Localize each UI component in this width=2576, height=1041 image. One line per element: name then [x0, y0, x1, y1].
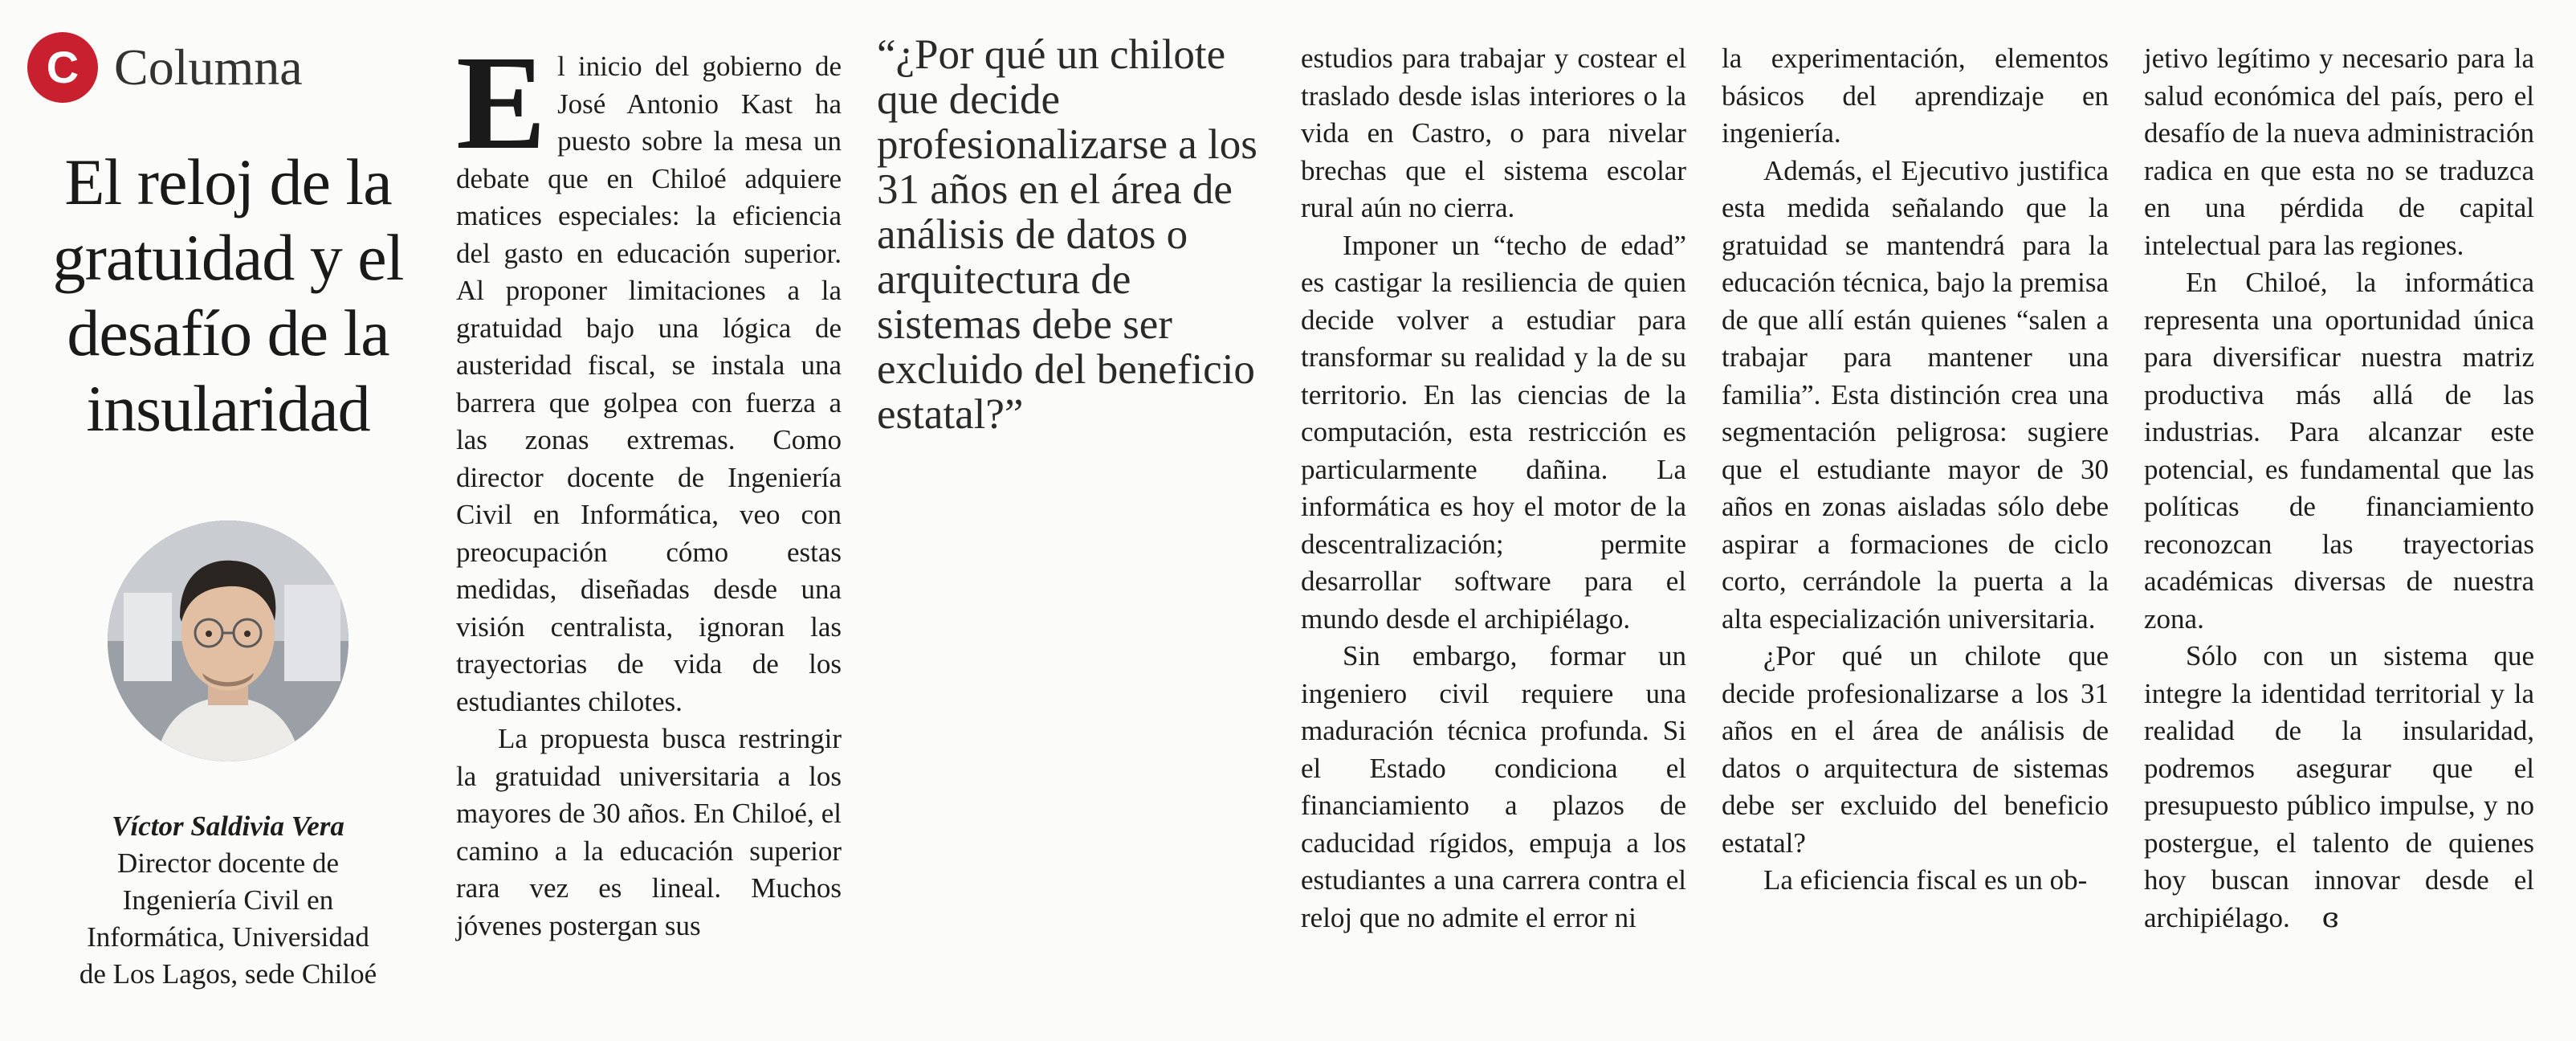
paragraph-text: l inicio del gobierno de José Antonio Kast ha puesto sobre la mesa un debate que en Chiloé adquiere matices especiales: la eficiencia del gasto en educación superior. Al proponer limitaciones a la gratuidad bajo una lógica de austeridad fiscal, se instala una barrera que golpea con fuerza a las zonas extremas. Como director docente de Ingeniería Civil en Informática, veo con preocupación cómo estas medidas, diseñadas desde una visión centralista, ignoran las trayectorias de vida de los estudiantes chilotes.	[456, 51, 842, 717]
body-column-1	[456, 28, 842, 945]
paragraph: Además, el Ejecutivo justifica esta medida señalando que la gratuidad se mantendrá para la educación técnica, bajo la premisa de que allí están quienes “salen a trabajar para mantener una familia”. Esta distinción crea una segmentación peligrosa: sugiere que el estudiante mayor de 30 años en zonas aisladas sólo debe aspirar a formaciones de ciclo corto, cerrándole la puerta a la alta especialización universitaria.	[1722, 154, 2109, 635]
paragraph: ¿Por qué un chilote que decide profesionalizarse a los 31 años en el área de análisis de datos o arquitectura de sistemas debe ser excluido del beneficio estatal?	[1722, 640, 2109, 859]
author-role-line: Director docente de	[117, 847, 339, 879]
body-column-3	[1722, 40, 2109, 900]
headline: El reloj de la gratuidad y el desafío de la insularidad	[52, 145, 404, 445]
author-photo	[108, 520, 348, 761]
paragraph: la experimentación, elementos básicos del aprendizaje en ingeniería.	[1722, 43, 2109, 149]
author-role-line: Informática, Universidad	[87, 921, 369, 953]
author-portrait-image	[108, 520, 348, 761]
paragraph: La propuesta busca restringir la gratuidad universitaria a los mayores de 30 años. En Chiloé, el camino a la educación superior rara vez es lineal. Muchos jóvenes postergan sus	[456, 723, 842, 941]
pull-quote: “¿Por qué un chilote que decide profesionalizarse a los 31 años en el área de análisis de datos o arquitectura de sistemas debe ser excluido del beneficio estatal?”	[877, 31, 1257, 438]
paragraph	[2144, 638, 2534, 937]
author-name: Víctor Saldivia Vera	[112, 810, 344, 842]
article-sidebar	[27, 29, 429, 993]
author-role-line: Ingeniería Civil en	[122, 884, 334, 916]
paragraph: estudios para trabajar y costear el traslado desde islas interiores o la vida en Castro, o para nivelar brechas que el sistema escolar rural aún no cierra.	[1301, 43, 1686, 223]
paragraph-text: Sólo con un sistema que integre la identidad territorial y la realidad de la insularidad, podremos asegurar que el presupuesto público impulse, y no postergue, el talento de quienes hoy buscan innovar desde el archipiélago.	[2144, 640, 2534, 933]
paragraph: Imponer un “techo de edad” es castigar la resiliencia de quien decide volver a estudiar para transformar su realidad y la de su territorio. En las ciencias de la computación, esta restricción es particularmente dañina. La informática es hoy el motor de la descentralización; permite desarrollar software para el mundo desde el archipiélago.	[1301, 229, 1686, 635]
paragraph: jetivo legítimo y necesario para la salud económica del país, pero el desafío de la nueva administración radica en que esta no se traduzca en una pérdida de capital intelectual para las regiones.	[2144, 43, 2534, 261]
body-column-4	[2144, 40, 2534, 937]
author-photo-wrap	[27, 520, 429, 761]
section-header	[27, 29, 429, 106]
section-badge: C	[27, 32, 98, 103]
section-label: Columna	[114, 39, 303, 96]
end-mark-icon: ɞ	[2321, 901, 2339, 934]
author-role-line: de Los Lagos, sede Chiloé	[79, 958, 377, 990]
paragraph: Sin embargo, formar un ingeniero civil requiere una maduración técnica profunda. Si el Estado condiciona el financiamiento a plazos de caducidad rígidos, empuja a los estudiantes a una carrera contra el reloj que no admite el error ni	[1301, 640, 1686, 933]
paragraph	[456, 28, 842, 721]
body-column-2	[1301, 40, 1686, 937]
paragraph: En Chiloé, la informática representa una oportunidad única para diversificar nuestra matriz productiva más allá de las industrias. Para alcanzar este potencial, es fundamental que las políticas de financiamiento reconozcan las trayectorias académicas diversas de nuestra zona.	[2144, 267, 2534, 635]
paragraph: La eficiencia fiscal es un ob-	[1763, 864, 2088, 896]
author-byline	[27, 808, 429, 993]
drop-cap: E	[456, 28, 547, 178]
